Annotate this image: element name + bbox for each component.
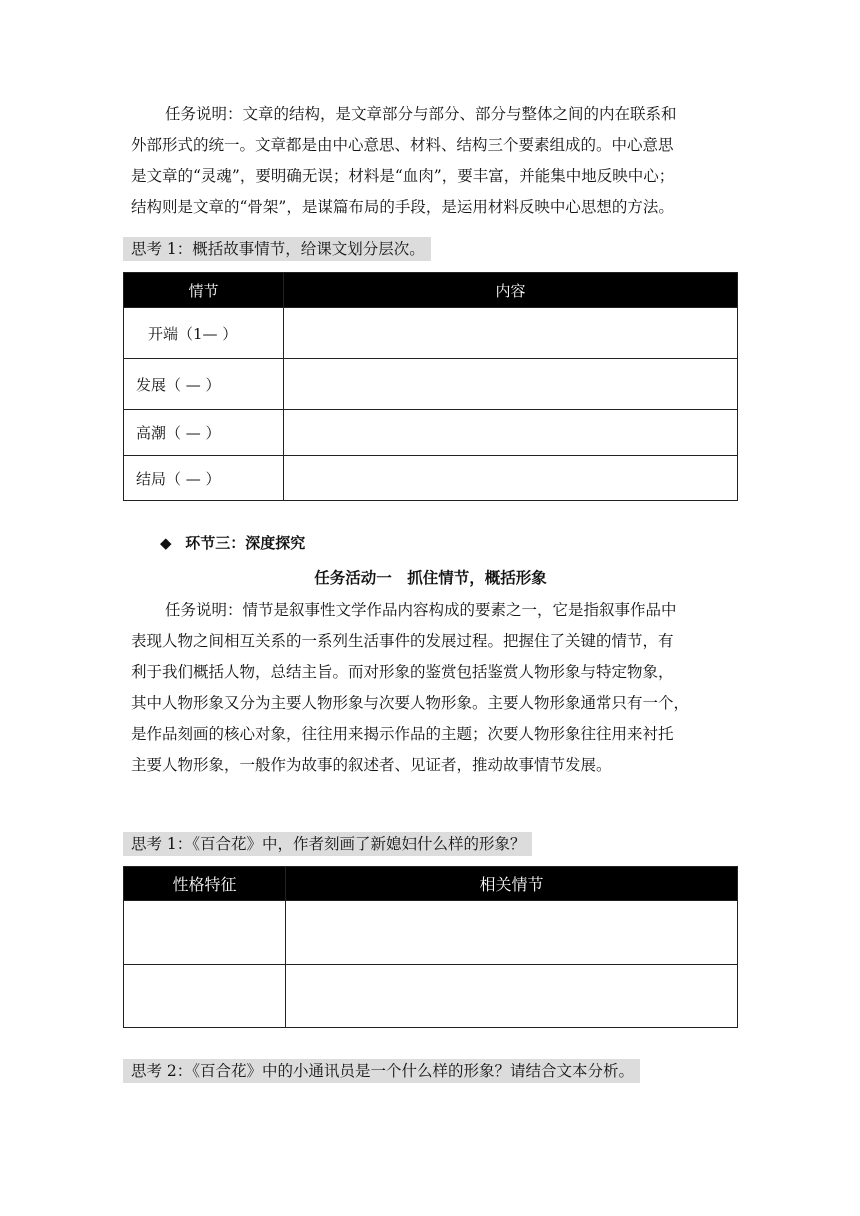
body-line: 利于我们概括人物，总结主旨。而对形象的鉴赏包括鉴赏人物形象与特定物象， [131,663,674,681]
header-traits: 性格特征 [124,867,286,901]
think-question-1-plot: 思考 1：概括故事情节，给课文划分层次。 [123,237,431,261]
intro-line: 外部形式的统一。文章都是由中心意思、材料、结构三个要素组成的。中心意思 [131,136,674,154]
intro-line: 结构则是文章的“骨架”，是谋篇布局的手段，是运用材料反映中心思想的方法。 [131,198,674,216]
think-question-1-bride: 思考 1：《百合花》中，作者刻画了新媳妇什么样的形象？ [123,832,532,856]
header-related-plot: 相关情节 [286,867,738,901]
diamond-bullet-icon: ◆ [160,534,172,552]
row-label: 高潮（ — ） [124,410,284,456]
body-line: 是作品刻画的核心对象，往往用来揭示作品的主题；次要人物形象往往用来衬托 [131,725,674,743]
intro-line: 是文章的“灵魂”，要明确无误；材料是“血肉”，要丰富，并能集中地反映中心； [131,167,675,185]
row-label: 发展（ — ） [124,359,284,410]
row-label: 结局（ — ） [124,456,284,501]
table-row [124,359,738,410]
plot-cell[interactable] [286,965,738,1028]
task-description-paragraph [131,595,737,781]
body-line: 任务说明：情节是叙事性文学作品内容构成的要素之一，它是指叙事作品中 [165,601,677,619]
header-content: 内容 [284,273,738,308]
think-question-2: 思考 2：《百合花》中的小通讯员是一个什么样的形象？请结合文本分析。 [123,1059,640,1083]
row-content-cell[interactable] [284,308,738,359]
table-row [124,410,738,456]
row-content-cell[interactable] [284,410,738,456]
table-row [124,456,738,501]
section-title: 环节三：深度探究 [185,534,306,552]
trait-cell[interactable] [124,965,286,1028]
table-row [124,901,738,965]
activity-title: 任务活动一 抓住情节，概括形象 [314,569,547,587]
row-content-cell[interactable] [284,359,738,410]
table-header-row [124,867,738,901]
table-row [124,308,738,359]
body-line: 其中人物形象又分为主要人物形象与次要人物形象。主要人物形象通常只有一个， [131,694,690,712]
body-line: 表现人物之间相互关系的一系列生活事件的发展过程。把握住了关键的情节，有 [131,632,674,650]
intro-line: 任务说明：文章的结构，是文章部分与部分、部分与整体之间的内在联系和 [165,105,677,123]
table-header-row [124,273,738,308]
body-line: 主要人物形象，一般作为故事的叙述者、见证者，推动故事情节发展。 [131,756,612,774]
plot-table [123,272,738,501]
character-table [123,866,738,1028]
row-content-cell[interactable] [284,456,738,501]
section-heading [160,532,305,553]
plot-cell[interactable] [286,901,738,965]
trait-cell[interactable] [124,901,286,965]
row-label: 开端（1— ） [124,308,284,359]
header-plot: 情节 [124,273,284,308]
table-row [124,965,738,1028]
intro-paragraph [131,99,737,223]
